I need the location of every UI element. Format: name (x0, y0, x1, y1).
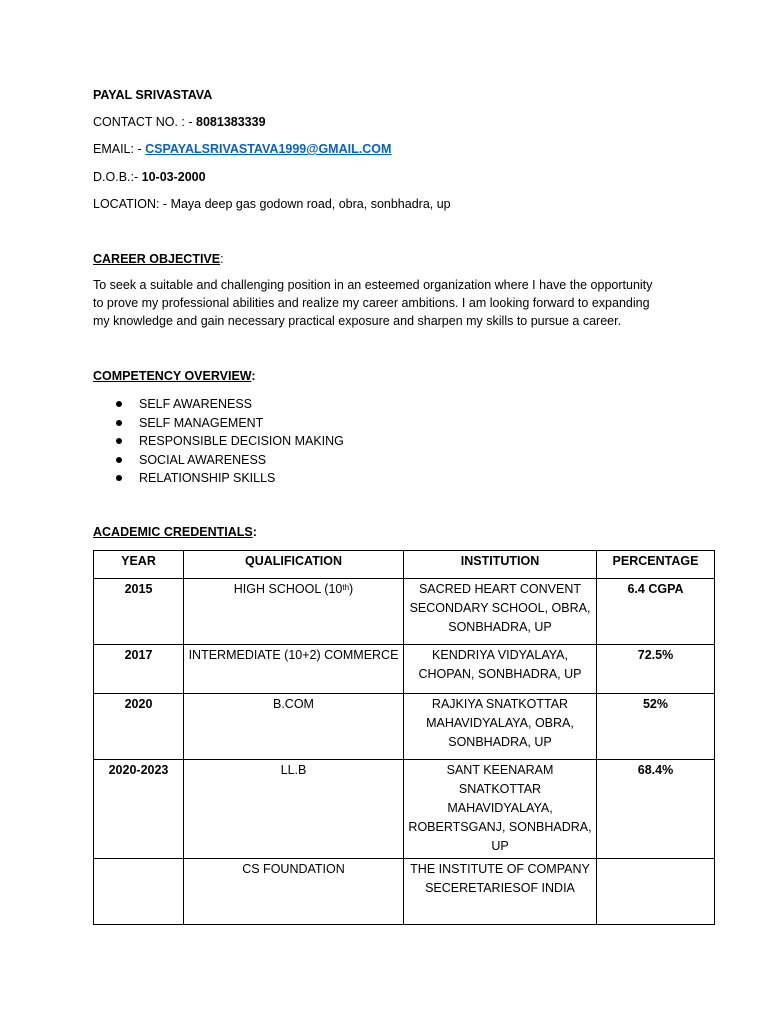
competency-list (93, 395, 344, 488)
institution-line: SECONDARY SCHOOL, OBRA, (409, 601, 591, 615)
list-item (93, 414, 344, 433)
bullet-icon (116, 420, 122, 426)
table-row (94, 579, 715, 645)
academic-table (93, 550, 715, 925)
qualification-superscript: th (342, 583, 350, 592)
column-header-institution: INSTITUTION (404, 551, 597, 579)
institution-line: UP (491, 839, 509, 853)
competency-item: RESPONSIBLE DECISION MAKING (139, 434, 344, 448)
institution-cell (404, 579, 597, 645)
qualification-cell (184, 579, 404, 645)
percentage-cell: 6.4 CGPA (597, 579, 715, 645)
qualification-tail: ) (349, 582, 354, 596)
percentage-cell: 68.4% (597, 760, 715, 859)
career-objective-colon: : (220, 252, 224, 266)
academic-heading (93, 524, 257, 540)
institution-line: SACRED HEART CONVENT (418, 582, 582, 596)
competency-colon: : (251, 369, 256, 383)
career-objective-text (93, 276, 693, 330)
qualification-cell: LL.B (184, 760, 404, 859)
competency-heading (93, 368, 256, 384)
institution-line: CHOPAN, SONBHADRA, UP (418, 667, 582, 681)
column-header-year: YEAR (94, 551, 184, 579)
email-label: EMAIL: - (93, 142, 146, 156)
year-cell: 2020-2023 (94, 760, 184, 859)
bullet-icon (116, 438, 122, 444)
list-item (93, 395, 344, 414)
institution-line: SONBHADRA, UP (448, 620, 552, 634)
table-row (94, 694, 715, 760)
institution-cell (404, 760, 597, 859)
table-header-row (94, 551, 715, 579)
dob-value: 10-03-2000 (141, 170, 206, 184)
institution-line: MAHAVIDYALAYA, OBRA, (426, 716, 574, 730)
email-link[interactable]: CSPAYALSRIVASTAVA1999@GMAIL.COM (145, 142, 392, 156)
objective-line: my knowledge and gain necessary practical exposure and sharpen my skills to pursue a career. (93, 314, 622, 328)
career-objective-heading (93, 251, 224, 267)
location-value: Maya deep gas godown road, obra, sonbhadra, up (170, 197, 451, 211)
bullet-icon (116, 457, 122, 463)
column-header-percentage: PERCENTAGE (597, 551, 715, 579)
table-row (94, 645, 715, 694)
location-line (93, 196, 451, 212)
table-row (94, 760, 715, 859)
objective-line: To seek a suitable and challenging position in an esteemed organization where I have the opportunity (93, 278, 653, 292)
academic-title: ACADEMIC CREDENTIALS (93, 525, 253, 539)
academic-colon: : (252, 525, 257, 539)
list-item (93, 451, 344, 470)
table-row (94, 859, 715, 925)
year-cell: 2017 (94, 645, 184, 694)
list-item (93, 469, 344, 488)
qualification-cell: CS FOUNDATION (184, 859, 404, 925)
competency-item: RELATIONSHIP SKILLS (139, 471, 276, 485)
percentage-cell (597, 859, 715, 925)
institution-line: SONBHADRA, UP (448, 735, 552, 749)
dob-label: D.O.B.:- (93, 170, 142, 184)
institution-line: SANT KEENARAM SNATKOTTAR (446, 763, 554, 796)
contact-label: CONTACT NO. : - (93, 115, 197, 129)
year-cell: 2020 (94, 694, 184, 760)
qualification-text: HIGH SCHOOL (10 (233, 582, 343, 596)
year-cell (94, 859, 184, 925)
contact-number: 8081383339 (196, 115, 266, 129)
institution-cell (404, 859, 597, 925)
institution-line: SECERETARIESOF INDIA (425, 881, 575, 895)
qualification-cell: INTERMEDIATE (10+2) COMMERCE (184, 645, 404, 694)
institution-cell (404, 694, 597, 760)
competency-item: SOCIAL AWARENESS (139, 452, 267, 467)
institution-line: KENDRIYA VIDYALAYA, (432, 648, 568, 662)
institution-cell (404, 645, 597, 694)
candidate-name: PAYAL SRIVASTAVA (93, 88, 213, 102)
competency-item: SELF AWARENESS (139, 397, 252, 411)
objective-line: to prove my professional abilities and realize my career ambitions. I am looking forward to expanding (93, 296, 650, 310)
institution-line: THE INSTITUTE OF COMPANY (410, 862, 590, 876)
percentage-cell: 72.5% (597, 645, 715, 694)
institution-line: MAHAVIDYALAYA, (447, 801, 553, 815)
contact-line (93, 114, 266, 130)
bullet-icon (116, 475, 122, 481)
list-item (93, 432, 344, 451)
column-header-qualification: QUALIFICATION (184, 551, 404, 579)
dob-line (93, 169, 206, 185)
competency-title: COMPETENCY OVERVIEW (93, 369, 252, 383)
percentage-cell: 52% (597, 694, 715, 760)
bullet-icon (116, 401, 122, 407)
email-line (93, 141, 391, 157)
competency-item: SELF MANAGEMENT (139, 415, 264, 430)
institution-line: ROBERTSGANJ, SONBHADRA, (408, 820, 592, 834)
year-cell: 2015 (94, 579, 184, 645)
institution-line: RAJKIYA SNATKOTTAR (431, 697, 569, 711)
location-label: LOCATION: - (93, 197, 171, 211)
career-objective-title: CAREER OBJECTIVE (93, 252, 221, 266)
qualification-cell: B.COM (184, 694, 404, 760)
